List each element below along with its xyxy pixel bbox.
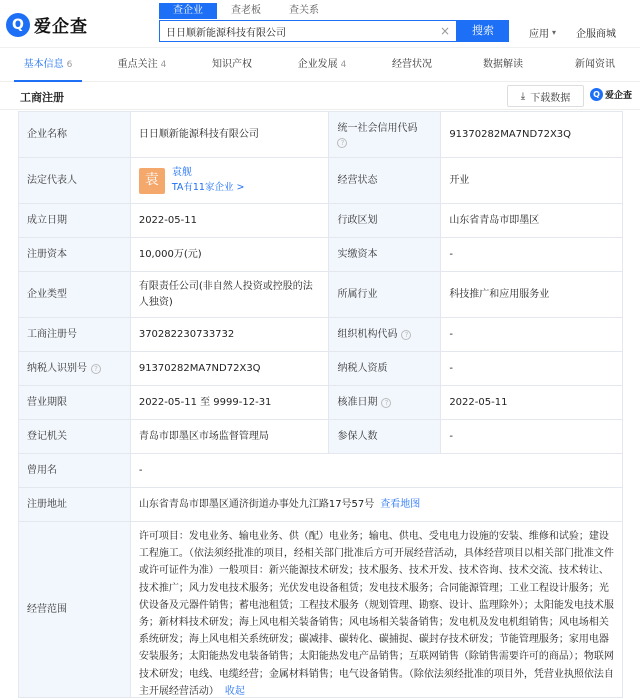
tax-id-label-cell: 纳税人识别号 ?	[19, 352, 131, 385]
collapse-link[interactable]: 收起	[224, 685, 245, 697]
legal-rep-name[interactable]: 袁舰	[171, 167, 192, 179]
approve-date-label-cell: 核准日期 ?	[329, 386, 441, 419]
search-button[interactable]: 搜索	[457, 20, 509, 42]
table-row	[19, 158, 623, 204]
district-label: 行政区划	[329, 204, 441, 237]
mall-link[interactable]: 企服商城	[576, 29, 617, 40]
search-tab-relation[interactable]: 查关系	[289, 5, 319, 16]
help-icon[interactable]: ?	[381, 398, 391, 408]
tab-key-focus[interactable]: 重点关注 4	[117, 58, 167, 70]
scope-value: 许可项目：发电业务、输电业务、供（配）电业务；输电、供电、受电电力设施的安装、维修和试验；建设工程施工。（依法须经批准的项目，经相关部门批准后方可开展经营活动，具体经营项目以相关部门批准文件或许可证件为准）一般项目：新兴能源技术研发；技术服务、技术开发、技术咨询、技术交流、技术转让、技术推广；风力发电技术服务；光伏发电设备租赁；发电技术服务；合同能源管理；工业工程设计服务；光伏设备及元器件销售；蓄电池租赁；工程技术服务（规划管理、勘察、设计、监理除外）；太阳能发电技术服务；新材料技术研发；海上风电相关装备销售；风电场相关装备销售；发电机及发电机组销售；风电场相关系统研发；海上风电相关系统研发；碳减排、碳转化、碳捕捉、碳封存技术研发；节能管理服务；家用电器安装服务；太阳能热发电装备销售；太阳能热发电产品销售；互联网销售（除销售需要许可的商品）；物联网技术研发；电线、电缆经营；金属材料销售；电气设备销售。（除依法须经批准的项目外，凭营业执照依法自主开展经营活动）	[138, 531, 614, 697]
est-date-value: 2022-05-11	[131, 204, 330, 237]
insured-label: 参保人数	[329, 420, 441, 453]
former-name-value: -	[131, 454, 623, 487]
table-row	[19, 318, 623, 352]
search-box	[159, 20, 457, 42]
reg-capital-label: 注册资本	[19, 238, 131, 271]
type-label: 企业类型	[19, 272, 131, 317]
section-header	[0, 82, 640, 110]
table-row	[19, 272, 623, 318]
paid-capital-value: -	[441, 238, 623, 271]
reg-no-value: 370282230733732	[131, 318, 330, 351]
reg-capital-value: 10,000万(元)	[131, 238, 330, 271]
legal-rep-label: 法定代表人	[19, 158, 131, 203]
paid-capital-label: 实缴资本	[329, 238, 441, 271]
insured-value: -	[441, 420, 623, 453]
search-tab-company[interactable]: 查企业	[159, 3, 217, 19]
tax-qual-value: -	[441, 352, 623, 385]
help-icon[interactable]: ?	[91, 364, 101, 374]
est-date-label: 成立日期	[19, 204, 131, 237]
authority-value: 青岛市即墨区市场监督管理局	[131, 420, 330, 453]
help-icon[interactable]: ?	[337, 138, 347, 148]
reg-no-label: 工商注册号	[19, 318, 131, 351]
company-name-value: 日日顺新能源科技有限公司	[131, 112, 330, 157]
approve-date-value: 2022-05-11	[441, 386, 623, 419]
scope-label: 经营范围	[19, 522, 131, 697]
table-row	[19, 454, 623, 488]
clear-icon[interactable]: ×	[439, 24, 450, 38]
legal-rep-cell	[131, 158, 330, 203]
chevron-down-icon[interactable]: ▾	[552, 28, 557, 37]
org-code-label-cell: 组织机构代码 ?	[329, 318, 441, 351]
table-row	[19, 204, 623, 238]
tab-basic-info[interactable]: 基本信息 6	[0, 48, 96, 82]
authority-label: 登记机关	[19, 420, 131, 453]
table-row	[19, 238, 623, 272]
tab-operations[interactable]: 经营状况	[392, 58, 432, 70]
tab-news[interactable]: 新闻资讯	[575, 58, 615, 70]
type-value: 有限责任公司(非自然人投资或控股的法人独资)	[131, 272, 330, 317]
term-value: 2022-05-11 至 9999-12-31	[131, 386, 330, 419]
registration-table	[18, 111, 623, 698]
section-title: 工商注册	[20, 91, 64, 104]
site-logo[interactable]	[6, 12, 88, 37]
logo-text: 爱企查	[34, 17, 88, 37]
table-row	[19, 488, 623, 522]
download-icon: ⤓	[520, 90, 526, 102]
brand-icon: Q	[590, 88, 603, 101]
tab-ip[interactable]: 知识产权	[212, 58, 252, 70]
credit-code-label-cell: 统一社会信用代码 ?	[329, 112, 441, 157]
org-code-value: -	[441, 318, 623, 351]
main-tabs	[0, 48, 640, 82]
avatar[interactable]: 袁	[139, 168, 165, 194]
logo-icon: Q	[6, 13, 30, 37]
former-name-label: 曾用名	[19, 454, 131, 487]
tab-data-insight[interactable]: 数据解读	[483, 58, 523, 70]
search-input[interactable]	[166, 26, 436, 37]
industry-label: 所属行业	[329, 272, 441, 317]
table-row	[19, 420, 623, 454]
address-label: 注册地址	[19, 488, 131, 521]
download-button[interactable]: ⤓ 下载数据	[507, 85, 584, 107]
table-row	[19, 112, 623, 158]
brand-watermark: Q 爱企查	[590, 88, 632, 101]
tab-development[interactable]: 企业发展 4	[297, 58, 347, 70]
status-label: 经营状态	[329, 158, 441, 203]
top-bar	[0, 0, 640, 48]
company-name-label: 企业名称	[19, 112, 131, 157]
table-row	[19, 522, 623, 698]
apps-menu[interactable]: 应用	[529, 29, 549, 40]
table-row	[19, 386, 623, 420]
credit-code-value: 91370282MA7ND72X3Q	[441, 112, 623, 157]
scope-cell	[131, 522, 623, 697]
header-nav	[529, 25, 616, 40]
industry-value: 科技推广和应用服务业	[441, 272, 623, 317]
district-value: 山东省青岛市即墨区	[441, 204, 623, 237]
search-tab-boss[interactable]: 查老板	[231, 5, 261, 16]
search-type-tabs	[159, 3, 333, 19]
legal-rep-companies-link[interactable]: TA有11家企业 >	[171, 181, 245, 193]
tax-id-value: 91370282MA7ND72X3Q	[131, 352, 330, 385]
tax-qual-label: 纳税人资质	[329, 352, 441, 385]
help-icon[interactable]: ?	[401, 330, 411, 340]
address-value: 山东省青岛市即墨区通济街道办事处九江路17号57号	[138, 498, 375, 510]
view-map-link[interactable]: 查看地图	[380, 498, 421, 510]
status-value: 开业	[441, 158, 623, 203]
term-label: 营业期限	[19, 386, 131, 419]
address-cell	[131, 488, 623, 521]
table-row	[19, 352, 623, 386]
